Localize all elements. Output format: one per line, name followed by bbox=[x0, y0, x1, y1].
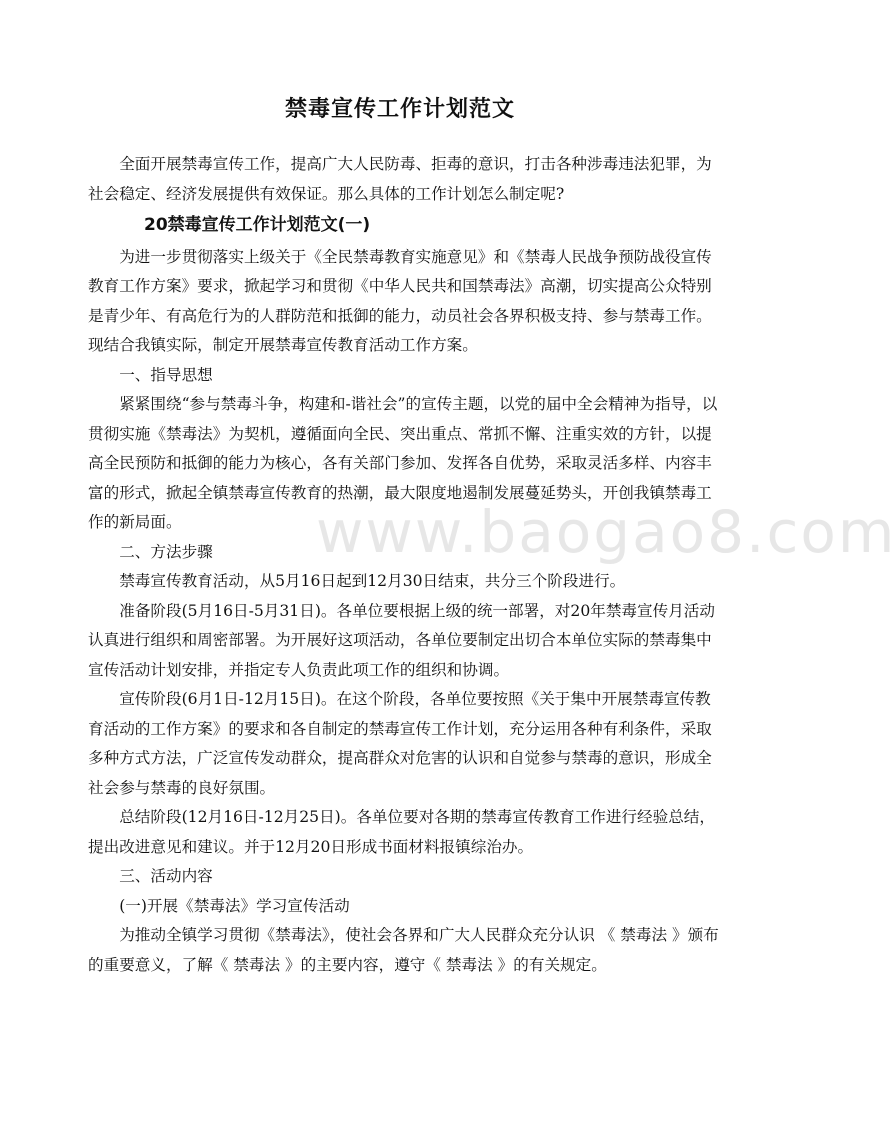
subheading-activity-content: 三、活动内容 bbox=[119, 867, 213, 885]
intro-paragraph: 全面开展禁毒宣传工作，提高广大人民防毒、拒毒的意识，打击各种涉毒违法犯罪，为社会稳定、经济发展提供有效保证。那么具体的工作计划怎么制定呢? bbox=[88, 155, 712, 203]
document-title: 禁毒宣传工作计划范文 bbox=[284, 97, 515, 122]
document-body bbox=[88, 150, 720, 980]
body-paragraph: 为进一步贯彻落实上级关于《全民禁毒教育实施意见》和《禁毒人民战争预防战役宣传教育工作方案》要求，掀起学习和贯彻《中华人民共和国禁毒法》高潮，切实提高公众特别是青少年、有高危行为的人群防范和抵御的能力，动员社会各界积极支持、参与禁毒工作。现结合我镇实际，制定开展禁毒宣传教育活动工作方案。 bbox=[88, 247, 712, 354]
body-paragraph: 准备阶段(5月16日-5月31日)。各单位要根据上级的统一部署，对20年禁毒宣传月活动认真进行组织和周密部署。为开展好这项活动，各单位要制定出切合本单位实际的禁毒集中宣传活动计划安排，并指定专人负责此项工作的组织和协调。 bbox=[88, 601, 715, 679]
body-paragraph: 为推动全镇学习贯彻《禁毒法》，使社会各界和广大人民群众充分认识 《 禁毒法 》颁布 的重要意义，了解《 禁毒法 》的主要内容，遵守《 禁毒法 》的有关规定。 bbox=[88, 926, 719, 974]
watermark: www.baogao8.com bbox=[316, 498, 896, 566]
section-heading: 20禁毒宣传工作计划范文(一) bbox=[144, 215, 371, 235]
body-paragraph: 宣传阶段(6月1日-12月15日)。在这个阶段，各单位要按照《关于集中开展禁毒宣传教育活动的工作方案》的要求和各自制定的禁毒宣传工作计划，充分运用各种有利条件，采取多种方式方法，广泛宣传发动群众，提高群众对危害的认识和自觉参与禁毒的意识，形成全社会参与禁毒的良好氛围。 bbox=[88, 690, 712, 797]
body-paragraph: 总结阶段(12月16日-12月25日)。各单位要对各期的禁毒宣传教育工作进行经验总结，提出改进意见和建议。并于12月20日形成书面材料报镇综治办。 bbox=[88, 808, 715, 856]
subheading-guiding-thought: 一、指导思想 bbox=[119, 365, 213, 384]
body-paragraph: 禁毒宣传教育活动，从5月16日起到12月30日结束，共分三个阶段进行。 bbox=[119, 572, 626, 590]
subheading-method-steps: 二、方法步骤 bbox=[119, 542, 213, 561]
body-paragraph: 紧紧围绕“参与禁毒斗争，构建和-谐社会”的宣传主题，以党的届中全会精神为指导，以贯彻实施《禁毒法》为契机，遵循面向全民、突出重点、常抓不懈、注重实效的方针，以提高全民预防和抵御的能力为核心，各有关部门参加、发挥各自优势，采取灵活多样、内容丰富的形式，掀起全镇禁毒宣传教育的热潮，最大限度地遏制发展蔓延势头，开创我镇禁毒工作的新局面。 bbox=[88, 395, 718, 531]
subheading-item-one: (一)开展《禁毒法》学习宣传活动 bbox=[119, 896, 350, 915]
